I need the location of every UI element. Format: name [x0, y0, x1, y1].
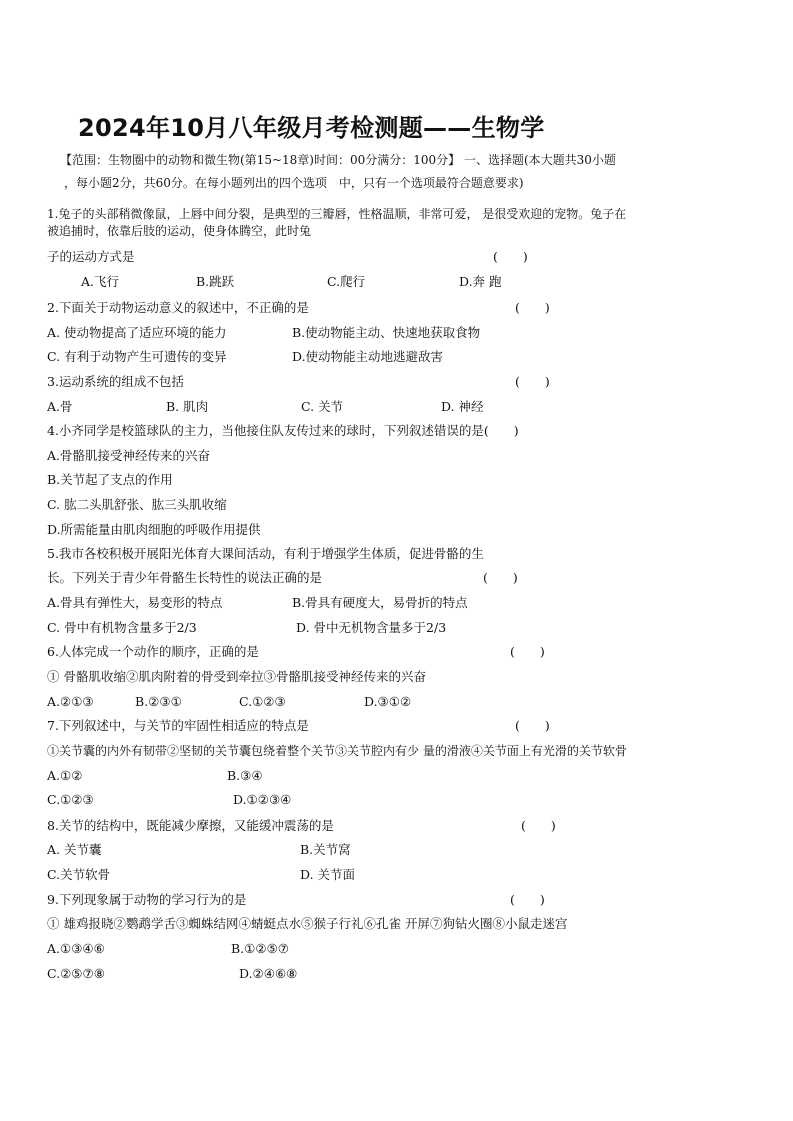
q2-answer-paren: ( ) — [515, 300, 550, 315]
q4-option-c: C. 肱二头肌舒张、肱三头肌收缩 — [47, 497, 227, 512]
q7-option-d: D.①②③④ — [233, 792, 292, 807]
q1-stem-line1: 1.兔子的头部稍微像鼠，上唇中间分裂，是典型的三瓣唇，性格温顺，非常可爱， 是很受欢迎的宠物。兔子在 — [47, 207, 627, 221]
q5-option-b: B.骨具有硬度大，易骨折的特点 — [292, 595, 468, 610]
q5-option-d: D. 骨中无机物含量多于2/3 — [296, 620, 447, 635]
q1-option-d: D.奔 跑 — [459, 274, 502, 289]
q8-option-b: B.关节窝 — [300, 842, 351, 857]
q9-option-c: C.②⑤⑦⑧ — [47, 966, 105, 981]
q9-answer-paren: ( ) — [510, 892, 545, 907]
q9-option-d: D.②④⑥⑧ — [239, 966, 298, 981]
q3-stem: 3.运动系统的组成不包括 — [47, 374, 184, 389]
q9-stem: 9.下列现象属于动物的学习行为的是 — [47, 892, 247, 907]
q2-option-b: B.使动物能主动、快速地获取食物 — [292, 325, 481, 340]
q1-option-b: B.跳跃 — [196, 274, 235, 289]
q5-option-a: A.骨具有弹性大，易变形的特点 — [47, 595, 223, 610]
q7-stem: 7.下列叙述中，与关节的牢固性相适应的特点是 — [47, 718, 309, 733]
q5-option-c: C. 骨中有机物含量多于2/3 — [47, 620, 197, 635]
q3-option-d: D. 神经 — [441, 399, 484, 414]
header-scope-line: 【范围：生物圈中的动物和微生物(第15~18章)时间：00分满分：100分】 一、选择题(本大题共30小题 — [60, 153, 616, 167]
q8-answer-paren: ( ) — [521, 818, 556, 833]
q7-feature-items: ①关节囊的内外有韧带②坚韧的关节囊包绕着整个关节③关节腔内有少 量的滑液④关节面上有光滑的关节软骨 — [47, 744, 627, 758]
q6-option-b: B.②③① — [135, 694, 182, 709]
q6-option-a: A.②①③ — [47, 694, 94, 709]
q9-option-b: B.①②⑤⑦ — [231, 941, 289, 956]
q8-option-d: D. 关节面 — [300, 867, 356, 882]
q2-stem: 2.下面关于动物运动意义的叙述中，不正确的是 — [47, 300, 309, 315]
q9-option-a: A.①③④⑥ — [47, 941, 105, 956]
q7-option-c: C.①②③ — [47, 792, 94, 807]
q3-answer-paren: ( ) — [515, 374, 550, 389]
q2-option-d: D.使动物能主动地逃避敌害 — [292, 349, 444, 364]
q4-option-d: D.所需能量由肌肉细胞的呼吸作用提供 — [47, 522, 261, 537]
q3-option-a: A.骨 — [47, 399, 73, 414]
q1-option-a: A.飞行 — [81, 274, 120, 289]
q3-option-b: B. 肌肉 — [166, 399, 209, 414]
q6-option-d: D.③①② — [364, 694, 412, 709]
q6-option-c: C.①②③ — [239, 694, 286, 709]
header-instructions-line: ，每小题2分，共60分。在每小题列出的四个选项 中，只有一个选项最符合题意要求) — [64, 176, 524, 190]
q7-option-a: A.①② — [47, 768, 83, 783]
q6-stem: 6.人体完成一个动作的顺序，正确的是 — [47, 644, 259, 659]
q1-answer-paren: ( ) — [493, 249, 528, 264]
q6-answer-paren: ( ) — [510, 644, 545, 659]
q4-stem: 4.小齐同学是校篮球队的主力，当他接住队友传过来的球时，下列叙述错误的是( ) — [47, 423, 519, 438]
q8-stem: 8.关节的结构中，既能减少摩擦，又能缓冲震荡的是 — [47, 818, 334, 833]
q1-option-c: C.爬行 — [327, 274, 366, 289]
q3-option-c: C. 关节 — [301, 399, 344, 414]
q7-answer-paren: ( ) — [515, 718, 550, 733]
q5-stem-line2: 长。下列关于青少年骨骼生长特性的说法正确的是 — [47, 570, 323, 585]
page-title: 2024年10月八年级月考检测题——生物学 — [78, 114, 545, 142]
q4-option-b: B.关节起了支点的作用 — [47, 472, 173, 487]
q5-stem-line1: 5.我市各校积极开展阳光体育大课间活动，有利于增强学生体质，促进骨骼的生 — [47, 546, 484, 561]
q1-stem-line3: 子的运动方式是 — [47, 249, 135, 264]
q4-option-a: A.骨骼肌接受神经传来的兴奋 — [47, 448, 211, 463]
q9-phenomena-items: ① 雄鸡报晓②鹦鹉学舌③蜘蛛结网④蜻蜓点水⑤猴子行礼⑥孔雀 开屏⑦狗钻火圈⑧小鼠走迷宫 — [47, 916, 568, 931]
q2-option-a: A. 使动物提高了适应环境的能力 — [47, 325, 227, 340]
q6-sequence-items: ① 骨骼肌收缩②肌肉附着的骨受到牵拉③骨骼肌接受神经传来的兴奋 — [47, 669, 426, 684]
q2-option-c: C. 有利于动物产生可遗传的变异 — [47, 349, 227, 364]
q8-option-a: A. 关节囊 — [47, 842, 102, 857]
q8-option-c: C.关节软骨 — [47, 867, 111, 882]
q1-stem-line2: 被追捕时，依靠后肢的运动，使身体腾空，此时兔 — [47, 224, 312, 238]
q7-option-b: B.③④ — [227, 768, 263, 783]
q5-answer-paren: ( ) — [483, 570, 518, 585]
